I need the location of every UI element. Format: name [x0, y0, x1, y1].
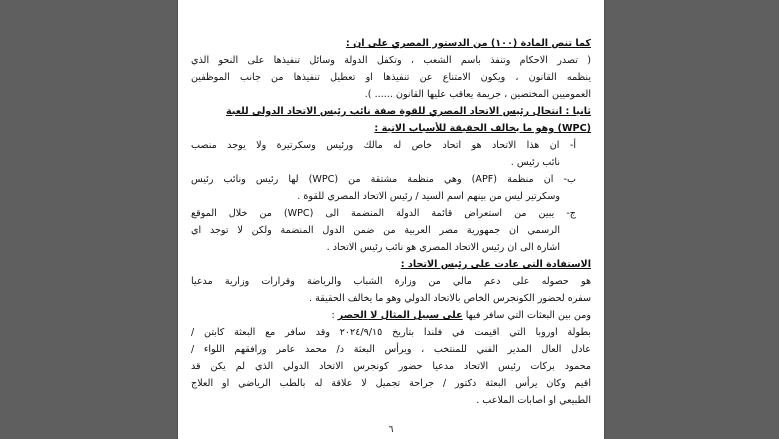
- final-paragraph-line: الطبيعي او اصابات الملاعب .: [476, 395, 591, 406]
- paragraph-line: العموميين المختصين ، جريمة يعاقب عليها القانون ...... ).: [364, 89, 591, 100]
- list-item-a-line: أ- ان هذا الاتحاد هو اتحاد خاص له مالك ورئيس وسكرتيرة ولا يوجد منصب: [191, 140, 576, 151]
- section-two-subtitle: (WPC) وهو ما يخالف الحقيقة للأسباب الاتية :: [374, 123, 591, 134]
- section-three-line: سفره لحضور الكونجرس الخاص بالاتحاد الدولي وهو ما يخالف الحقيقة .: [309, 293, 591, 304]
- section-three-title: الاستفادة التي عادت على رئيس الاتحاد :: [400, 259, 591, 270]
- list-item-c-line: الرسمي ان جمهورية مصر العربية من ضمن الدول المنضمة ولكن لا توجد اي: [191, 225, 560, 236]
- missions-intro: [331, 310, 591, 322]
- article-heading: كما تنص المادة (١٠٠) من الدستور المصري على ان :: [345, 38, 591, 49]
- section-three-line: هو حصوله على دعم مالي من وزارة الشباب والرياضة وقرارات وزارية مدعيا: [191, 276, 591, 287]
- page-number: ٦: [388, 425, 394, 435]
- final-paragraph-line: محمود بركات رئيس الاتحاد مدعيا حضور كونجرس الاتحاد الدولي الذي لم يكن قد: [191, 361, 591, 372]
- final-paragraph-line: اقيم وكان يرأس البعثة دكتور / جراحة تجميل لا علاقة له بالطب الرياضي او العلاج: [191, 378, 591, 389]
- missions-intro-prefix: ومن بين البعثات التي سافر فيها: [462, 310, 591, 321]
- list-item-b-line: ب- ان منظمة (APF) وهي منظمة مشتقة من (WPC) لها رئيس ونائب رئيس: [191, 174, 576, 185]
- list-item-a-line: نائب رئيس .: [510, 157, 560, 168]
- list-item-c-line: ج- يبين من استعراض قائمة الدولة المنضمة الى (WPC) من خلال الموقع: [191, 208, 576, 219]
- missions-intro-suffix: :: [331, 310, 338, 321]
- paragraph-line: ( تصدر الاحكام وتنفذ باسم الشعب ، وتكفل الدولة وسائل تنفيذها على النحو الذي: [191, 55, 591, 66]
- list-item-c-line: اشارة الى ان رئيس الاتحاد المصري هو نائب رئيس الاتحاد .: [326, 242, 560, 253]
- missions-intro-emphasis: على سبيل المثال لا الحصر: [337, 310, 463, 321]
- paragraph-line: ينظمه القانون ، ويكون الامتناع عن تنفيذها او تعطيل تنفيذها من جانب الموظفين: [191, 72, 591, 83]
- list-item-b-line: وسكرتير ليس من بينهم اسم السيد / رئيس الاتحاد المصري للقوة .: [297, 191, 560, 202]
- document-page: [178, 0, 604, 439]
- final-paragraph-line: بطولة اوروبا التي اقيمت في فلندا بتاريخ ٢٠٢٤/٩/١٥ وقد سافر مع البعثة كابتن /: [191, 327, 591, 338]
- final-paragraph-line: عادل العال المدير الفني للمنتخب ، ويرأس البعثة د/ محمد عامر ورافقهم اللواء /: [191, 344, 591, 355]
- section-two-title: ثانيا : انتحال رئيس الاتحاد المصري للقوة صفة نائب رئيس الاتحاد الدولي للعبة: [225, 106, 591, 117]
